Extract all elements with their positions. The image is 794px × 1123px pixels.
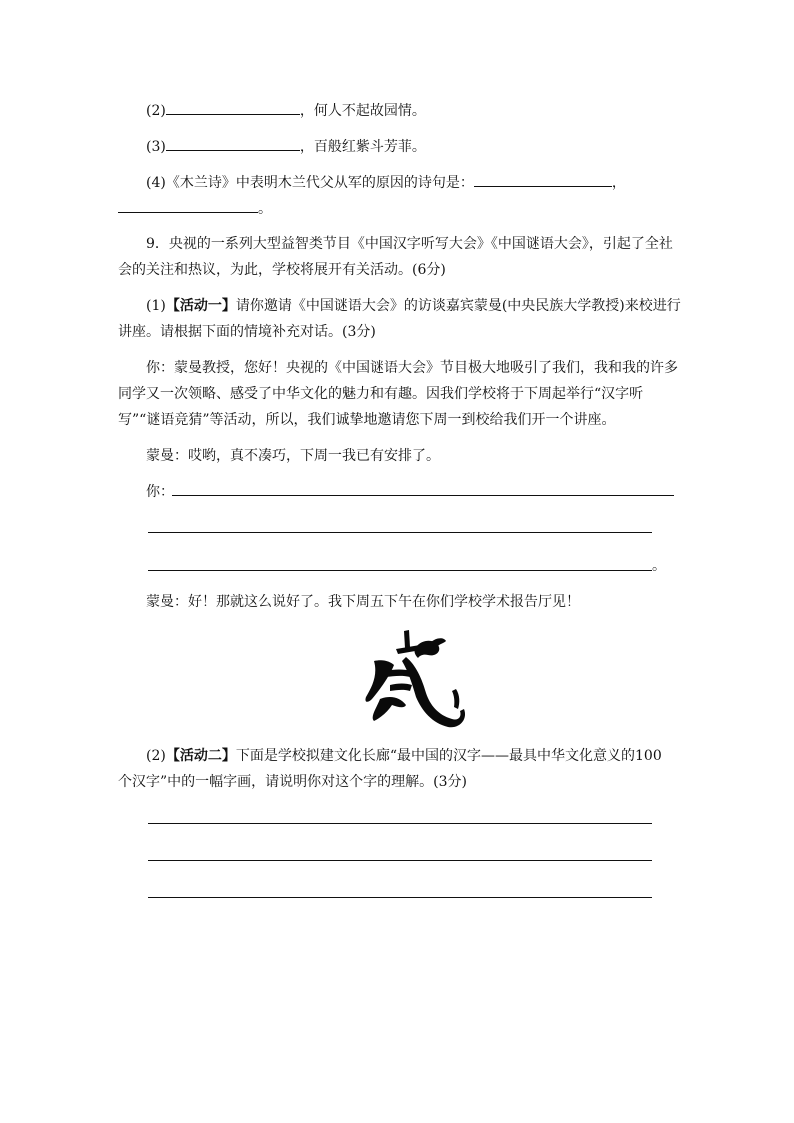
answer-line[interactable] bbox=[148, 532, 652, 533]
q8-item-4 bbox=[146, 172, 678, 193]
activity-text: 请你邀请《中国谜语大会》的访谈嘉宾蒙曼(中央民族大学教授)来校进行 bbox=[235, 298, 681, 314]
activity1-line2: 讲座。请根据下面的情境补充对话。(3分) bbox=[118, 324, 376, 340]
q9-intro-line1: 9．央视的一系列大型益智类节目《中国汉字听写大会》《中国谜语大会》，引起了全社 bbox=[146, 236, 673, 252]
dialog-mengman-reply: 蒙曼：哎哟，真不凑巧，下周一我已有安排了。 bbox=[146, 448, 440, 464]
poem-line: ，何人不起故园情。 bbox=[299, 103, 426, 119]
activity2-line1 bbox=[146, 746, 678, 766]
answer-blank[interactable] bbox=[118, 198, 258, 213]
item-number: (3) bbox=[146, 139, 166, 155]
item-number: (2) bbox=[146, 103, 166, 119]
answer-line[interactable] bbox=[148, 897, 652, 898]
calligraphy-image bbox=[360, 625, 470, 730]
question-text: (4)《木兰诗》中表明木兰代父从军的原因的诗句是： bbox=[146, 175, 474, 191]
activity2-line2: 个汉字”中的一幅字画，请说明你对这个字的理解。(3分) bbox=[118, 774, 467, 790]
answer-line[interactable] bbox=[172, 495, 674, 496]
answer-blank[interactable] bbox=[474, 172, 612, 187]
answer-line[interactable] bbox=[148, 823, 652, 824]
answer-blank[interactable] bbox=[166, 136, 300, 151]
q9-intro-line2: 会的关注和热议，为此，学校将展开有关活动。(6分) bbox=[118, 262, 446, 278]
q8-item-2 bbox=[146, 100, 678, 121]
q8-item-3 bbox=[146, 136, 678, 157]
dialog-mengman-final: 蒙曼：好！那就这么说好了。我下周五下午在你们学校学术报告厅见！ bbox=[146, 594, 580, 610]
item-number: (2) bbox=[146, 748, 166, 764]
dialog-you-prompt: 你： bbox=[146, 484, 174, 500]
dialog-you-line2: 同学又一次领略、感受了中华文化的魅力和有趣。因我们学校将于下周起举行“汉字听 bbox=[118, 386, 644, 402]
period: 。 bbox=[258, 201, 272, 217]
period: 。 bbox=[652, 558, 666, 574]
activity-label: 【活动二】 bbox=[165, 748, 236, 764]
answer-line[interactable] bbox=[148, 860, 652, 861]
dialog-you-line1: 你：蒙曼教授，您好！央视的《中国谜语大会》节目极大地吸引了我们，我和我的许多 bbox=[146, 360, 678, 376]
activity-label: 【活动一】 bbox=[165, 298, 236, 314]
activity1-line1 bbox=[146, 296, 681, 316]
poem-line: ，百般红紫斗芳菲。 bbox=[299, 139, 426, 155]
item-number: (1) bbox=[146, 298, 166, 314]
calligraphy-char bbox=[0, 0, 1, 1]
answer-line[interactable] bbox=[148, 570, 652, 571]
activity-text: 下面是学校拟建文化长廊“最中国的汉字——最具中华文化意义的100 bbox=[235, 748, 662, 764]
comma: ， bbox=[611, 175, 626, 191]
q8-item-4-cont bbox=[118, 198, 678, 219]
dialog-you-line3: 写”“谜语竞猜”等活动，所以，我们诚挚地邀请您下周一到校给我们开一个讲座。 bbox=[118, 412, 616, 428]
answer-blank[interactable] bbox=[166, 100, 300, 115]
